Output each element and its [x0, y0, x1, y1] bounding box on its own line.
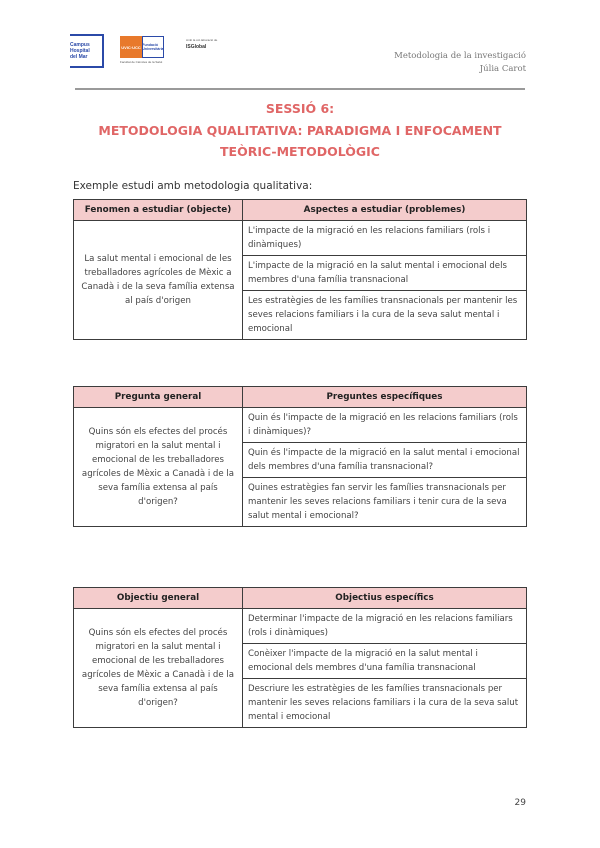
uvic-logo: [120, 36, 164, 64]
page-title: [60, 98, 540, 163]
table-row: [74, 609, 527, 644]
table-header-row: [74, 387, 527, 408]
specific-question-cell: Quin és l'impacte de la migració en la salut mental i emocional dels membres d'una família transnacional?: [243, 443, 527, 478]
campus-hospital-del-mar-logo: [70, 34, 104, 68]
header-general-objective: Objectiu general: [74, 588, 243, 609]
author-name: Júlia Carot: [479, 64, 526, 74]
course-name: Metodologia de la investigació: [394, 51, 526, 61]
aspect-cell: Les estratègies de les famílies transnacionals per mantenir les seves relacions familiars i la cura de la seva salut mental i emocional: [243, 291, 527, 340]
campus-logo-text: Campus Hospital del Mar: [70, 42, 90, 60]
header-divider: [75, 88, 525, 90]
page-number: 29: [514, 798, 526, 808]
specific-question-cell: Quines estratègies fan servir les famílies transnacionals per mantenir les seves relacions familiars i tenir cura de la seva salut mental i emocional?: [243, 478, 527, 527]
phenomenon-cell: La salut mental i emocional de les treballadores agrícoles de Mèxic a Canadà i de la seva família extensa al país d'origen: [74, 221, 243, 340]
header-logos: [70, 36, 217, 76]
uvic-orange-box: UVIC·UCC: [120, 36, 142, 58]
partner-logo-small: Amb la col·laboració de: [186, 38, 218, 42]
table-row: [74, 221, 527, 256]
title-line-3: TEÒRIC-METODOLÒGIC: [220, 144, 380, 159]
table-row: [74, 408, 527, 443]
questions-table: [73, 386, 527, 527]
uvic-blue-box: Fundació Universitària: [142, 36, 164, 58]
aspect-cell: L'impacte de la migració en la salut mental i emocional dels membres d'una família transnacional: [243, 256, 527, 291]
header-specific-objectives: Objectius específics: [243, 588, 527, 609]
header-aspects: Aspectes a estudiar (problemes): [243, 200, 527, 221]
general-question-cell: Quins són els efectes del procés migratori en la salut mental i emocional de les treballadores agrícoles de Mèxic a Canadà i de la seva família extensa al país d'origen?: [74, 408, 243, 527]
aspect-cell: L'impacte de la migració en les relacions familiars (rols i dinàmiques): [243, 221, 527, 256]
phenomenon-table: [73, 199, 527, 340]
specific-question-cell: Quin és l'impacte de la migració en les relacions familiars (rols i dinàmiques)?: [243, 408, 527, 443]
title-line-2: METODOLOGIA QUALITATIVA: PARADIGMA I ENFOCAMENT: [98, 122, 502, 138]
uvic-logo-boxes: [120, 36, 164, 58]
header-phenomenon: Fenomen a estudiar (objecte): [74, 200, 243, 221]
header-general-question: Pregunta general: [74, 387, 243, 408]
specific-objective-cell: Conèixer l'impacte de la migració en la salut mental i emocional dels membres d'una família transnacional: [243, 644, 527, 679]
header-specific-questions: Preguntes específiques: [243, 387, 527, 408]
title-line-1: SESSIÓ 6:: [265, 101, 335, 116]
general-objective-cell: Quins són els efectes del procés migratori en la salut mental i emocional de les treballadores agrícoles de Mèxic a Canadà i de la seva família extensa al país d'origen?: [74, 609, 243, 728]
table-header-row: [74, 200, 527, 221]
specific-objective-cell: Determinar l'impacte de la migració en les relacions familiars (rols i dinàmiques): [243, 609, 527, 644]
uvic-logo-subtitle: Facultat de Ciències de la Salut: [120, 60, 163, 64]
table-header-row: [74, 588, 527, 609]
partner-logo: [186, 38, 217, 50]
objectives-table: [73, 587, 527, 728]
header-info: [394, 50, 526, 76]
intro-text: Exemple estudi amb metodologia qualitativa:: [73, 180, 313, 192]
partner-logo-main: ISGlobal: [186, 44, 207, 50]
specific-objective-cell: Descriure les estratègies de les famílies transnacionals per mantenir les seves relacions familiars i la cura de la seva salut mental i emocional: [243, 679, 527, 728]
